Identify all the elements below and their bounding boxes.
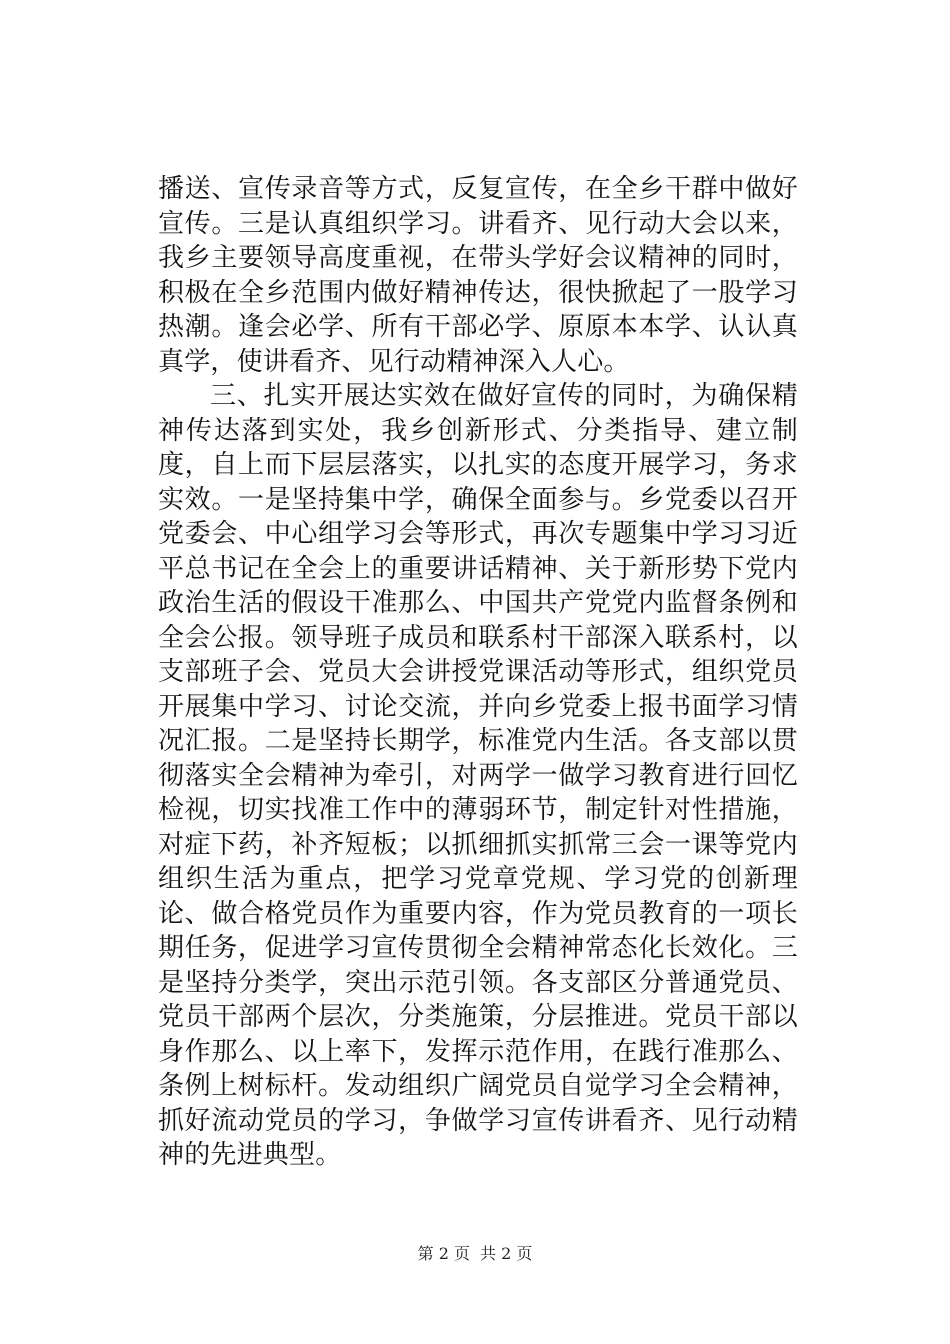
page-total: 共 2 页 bbox=[480, 1244, 533, 1263]
page-number: 第 2 页 bbox=[417, 1244, 470, 1263]
document-body bbox=[158, 172, 798, 1173]
paragraph-section-three: 三、扎实开展达实效在做好宣传的同时，为确保精神传达落到实处，我乡创新形式、分类指导、建立制度，自上而下层层落实，以扎实的态度开展学习，务求实效。一是坚持集中学，确保全面参与。乡党委以召开党委会、中心组学习会等形式，再次专题集中学习习近平总书记在全会上的重要讲话精神、关于新形势下党内政治生活的假设干准那么、中国共产党党内监督条例和全会公报。领导班子成员和联系村干部深入联系村，以支部班子会、党员大会讲授党课活动等形式，组织党员开展集中学习、讨论交流，并向乡党委上报书面学习情况汇报。二是坚持长期学，标准党内生活。各支部以贯彻落实全会精神为牵引，对两学一做学习教育进行回忆检视，切实找准工作中的薄弱环节，制定针对性措施，对症下药，补齐短板；以抓细抓实抓常三会一课等党内组织生活为重点，把学习党章党规、学习党的创新理论、做合格党员作为重要内容，作为党员教育的一项长期任务，促进学习宣传贯彻全会精神常态化长效化。三是坚持分类学，突出示范引领。各支部区分普通党员、党员干部两个层次，分类施策，分层推进。党员干部以身作那么、以上率下，发挥示范作用，在践行准那么、条例上树标杆。发动组织广阔党员自觉学习全会精神，抓好流动党员的学习，争做学习宣传讲看齐、见行动精神的先进典型。 bbox=[158, 381, 798, 1170]
paragraph-continuation: 播送、宣传录音等方式，反复宣传，在全乡干群中做好宣传。三是认真组织学习。讲看齐、见行动大会以来，我乡主要领导高度重视，在带头学好会议精神的同时，积极在全乡范围内做好精神传达，很快掀起了一股学习热潮。逢会必学、所有干部必学、原原本本学、认认真真学，使讲看齐、见行动精神深入人心。 bbox=[158, 174, 798, 377]
page-footer bbox=[0, 1244, 950, 1264]
